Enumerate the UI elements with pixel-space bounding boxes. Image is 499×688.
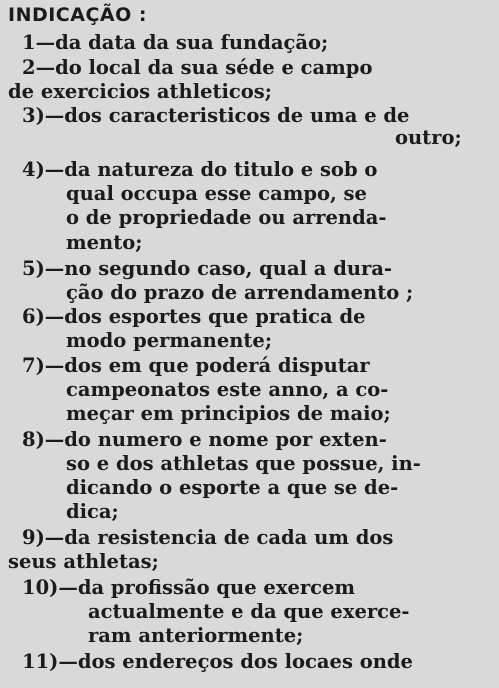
item-10-line-2: actualmente e da que exerce- bbox=[88, 600, 410, 623]
item-4-line-2: qual occupa esse campo, se bbox=[66, 182, 367, 205]
item-3-line-2: outro; bbox=[395, 126, 462, 149]
item-2-line-1: 2—do local da sua séde e campo bbox=[22, 56, 373, 79]
item-8-line-1: 8)—do numero e nome por exten- bbox=[22, 428, 387, 451]
item-7-line-1: 7)—dos em que poderá disputar bbox=[22, 354, 370, 377]
item-4-line-1: 4)—da natureza do titulo e sob o bbox=[22, 158, 378, 181]
item-10-line-3: ram anteriormente; bbox=[88, 624, 304, 647]
item-6-line-1: 6)—dos esportes que pratica de bbox=[22, 305, 366, 328]
item-4-line-4: mento; bbox=[66, 231, 143, 254]
item-8-line-3: dicando o esporte a que se de- bbox=[66, 476, 399, 499]
item-6-line-2: modo permanente; bbox=[66, 329, 273, 352]
item-3-line-1: 3)—dos caracteristicos de uma e de bbox=[22, 104, 410, 127]
item-2-line-2: de exercicios athleticos; bbox=[8, 80, 272, 103]
item-8-line-4: dica; bbox=[66, 500, 119, 523]
item-10-line-1: 10)—da profissão que exercem bbox=[22, 576, 356, 599]
item-5-line-1: 5)—no segundo caso, qual a dura- bbox=[22, 257, 393, 280]
item-11-line-1: 11)—dos endereços dos locaes onde bbox=[22, 650, 413, 673]
heading: INDICAÇÃO : bbox=[8, 4, 147, 26]
item-1-line-1: 1—da data da sua fundação; bbox=[22, 31, 329, 54]
item-5-line-2: ção do prazo de arrendamento ; bbox=[66, 281, 414, 304]
item-9-line-2: seus athletas; bbox=[8, 550, 159, 573]
item-4-line-3: o de propriedade ou arrenda- bbox=[66, 206, 387, 229]
item-9-line-1: 9)—da resistencia de cada um dos bbox=[22, 526, 394, 549]
item-7-line-3: meçar em principios de maio; bbox=[66, 402, 391, 425]
item-7-line-2: campeonatos este anno, a co- bbox=[66, 378, 389, 401]
item-8-line-2: so e dos athletas que possue, in- bbox=[66, 452, 421, 475]
